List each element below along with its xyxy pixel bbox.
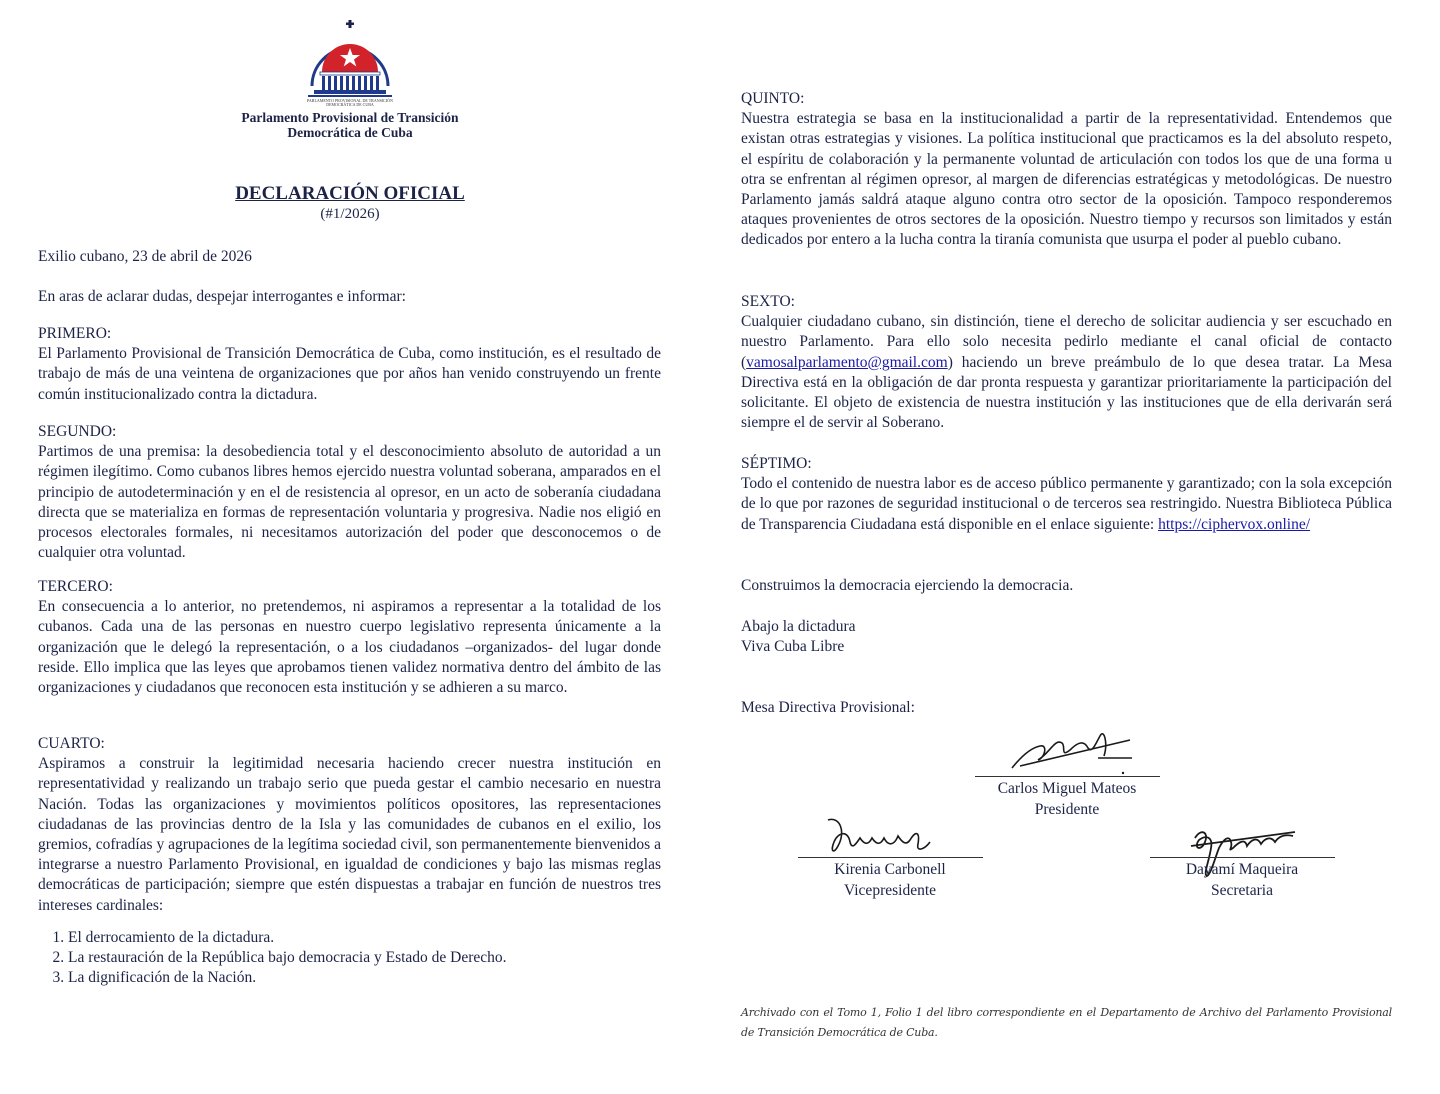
contact-email-link[interactable]: vamosalparlamento@gmail.com <box>746 353 948 371</box>
section-septimo <box>741 454 1392 535</box>
organization-name-line1: Parlamento Provisional de Transición <box>241 110 459 125</box>
section-text <box>741 312 1392 433</box>
organization-name <box>170 110 530 140</box>
list-item: 1. El derrocamiento de la dictadura. <box>68 928 691 948</box>
section-text: Nuestra estrategia se basa en la institucionalidad a partir de la representatividad. Entendemos que existan otras estrategias y visiones. La política institucional que practicamos es la del absoluto respeto, el espíritu de colaboración y la permanente voluntad de articulación con todos los que de una forma u otra se enfrentan al régimen opresor, al margen de diferencias estratégicas y metodológicas. De nuestro Parlamento jamás saldrá ataque alguno contra otro sector de la oposición. Tampoco responderemos ataques provenientes de otros sectores de la oposición. Nuestro tiempo y recursos son limitados y están dedicados por entero a la lucha contra la tiranía comunista que usurpa el poder al pueblo cubano. <box>741 110 1392 249</box>
signer-role: Presidente <box>1034 800 1100 818</box>
board-label: Mesa Directiva Provisional: <box>741 699 915 716</box>
section-text: Aspiramos a construir la legitimidad necesaria haciendo crecer nuestra institución en representatividad y realizando un trabajo serio que pueda gestar el cambio necesario en nuestra Nación. Todas las organizaciones y movimientos políticos opositores, las representaciones ciudadanas de las provincias dentro de la Isla y las comunidades de cubanos en el exilio, los gremios, cofradías y agrupaciones de la legítima sociedad civil, son permanentemente bienvenidos a integrarse a nuestro Parlamento Provisional, en igualdad de condiciones y bajo las mismas reglas democráticas de participación; siempre que estén dispuestas a trabajar en función de nuestros tres intereses cardinales: <box>38 755 661 914</box>
signature-president <box>1000 718 1140 778</box>
section-text-part: ) haciendo un breve preámbulo de lo que desea tratar. La Mesa Directiva está en la obligación de dar pronta respuesta y garantizar prioritariamente la participación del solicitante. El objeto de existencia de nuestra institución y las instituciones que de ella derivarán será siempre el de servir al Soberano. <box>741 353 1392 432</box>
section-heading: SÉPTIMO: <box>741 455 812 472</box>
archive-footnote: Archivado con el Tomo 1, Folio 1 del libro correspondiente en el Departamento de Archivo del Parlamento Provisional de Transición Democrática de Cuba. <box>741 1006 1392 1039</box>
signature-vicepresident <box>820 812 940 860</box>
section-quinto <box>741 89 1392 251</box>
date-line: Exilio cubano, 23 de abril de 2026 <box>38 248 252 265</box>
list-item: 2. La restauración de la República bajo democracia y Estado de Derecho. <box>68 948 691 968</box>
section-text <box>741 474 1392 535</box>
section-tercero <box>38 577 661 698</box>
section-heading: TERCERO: <box>38 578 113 595</box>
section-heading: QUINTO: <box>741 90 805 107</box>
declaration-title: DECLARACIÓN OFICIAL <box>235 183 465 204</box>
section-heading: PRIMERO: <box>38 325 112 342</box>
motto: Construimos la democracia ejerciendo la democracia. <box>741 577 1074 594</box>
signer-role: Secretaria <box>1211 881 1273 899</box>
signer-name: Carlos Miguel Mateos <box>997 780 1137 797</box>
signer-secretary <box>1142 860 1342 901</box>
section-heading: SEXTO: <box>741 293 795 310</box>
logo-caption: PARLAMENTO PROVISIONAL DE TRANSICIÓN DEMOCRÁTICA DE CUBA <box>307 98 393 107</box>
list-item: 3. La dignificación de la Nación. <box>68 968 691 988</box>
signature-line <box>798 857 983 858</box>
signer-vicepresident <box>790 860 990 901</box>
signer-name: Dayamí Maqueira <box>1185 861 1299 878</box>
signer-name: Kirenia Carbonell <box>834 861 946 878</box>
section-sexto <box>741 292 1392 433</box>
section-text: El Parlamento Provisional de Transición Democrática de Cuba, como institución, es el resultado de trabajo de más de una veintena de organizaciones que por años han venido construyendo un frente común institucionalizado contra la dictadura. <box>38 345 661 403</box>
section-segundo <box>38 422 661 563</box>
section-heading: SEGUNDO: <box>38 423 117 440</box>
intro-line: En aras de aclarar dudas, despejar interrogantes e informar: <box>38 288 406 305</box>
cardinal-interests-list <box>38 928 691 988</box>
signer-president <box>967 779 1167 820</box>
section-cuarto <box>38 734 661 916</box>
signer-role: Vicepresidente <box>843 881 937 899</box>
section-primero <box>38 324 661 405</box>
section-text-part: Cualquier ciudadano cubano, sin distinción, tiene el derecho de solicitar audiencia y ser escuchado en nuestro Parlamento. Para ello solo necesita pedirlo mediante el canal oficial de contacto ( <box>741 313 1392 371</box>
closing-line-1: Abajo la dictadura <box>741 618 856 635</box>
signature-line <box>975 776 1160 777</box>
declaration-number: (#1/2026) <box>320 206 380 222</box>
organization-name-line2: Democrática de Cuba <box>287 125 413 140</box>
section-text: Partimos de una premisa: la desobediencia total y el desconocimiento absoluto de autoridad a un régimen ilegítimo. Como cubanos libres hemos ejercido nuestra voluntad soberana, amparados en el principio de autodeterminación y en el de resistencia al opresor, en un acto de soberanía ciudadana directa que se materializa en formas de representación voluntaria y progresiva. Nadie nos eligió en procesos electorales formales, ni necesitamos autorización del poder que desconocemos o de cualquier otra voluntad. <box>38 443 661 562</box>
section-text-part: Todo el contenido de nuestra labor es de acceso público permanente y garantizado; con la sola excepción de lo que por razones de seguridad institucional o de terceros sea restringido. Nuestra Biblioteca Pública de Transparencia Ciudadana está disponible en el enlace siguiente: <box>741 475 1392 533</box>
closing-line-2: Viva Cuba Libre <box>741 638 845 655</box>
parliament-logo <box>300 20 400 106</box>
signature-line <box>1150 857 1335 858</box>
library-link[interactable]: https://ciphervox.online/ <box>1158 515 1311 533</box>
section-text: En consecuencia a lo anterior, no pretendemos, ni aspiramos a representar a la totalidad de los cubanos. Cada una de las personas en nuestro cuerpo legislativo representa únicamente a la organización que le delegó la representación, o a los ciudadanos –organizados- del lugar donde reside. Ello implica que las leyes que aprobamos tienen validez normativa dentro del ámbito de las organizaciones y ciudadanos que reconocen esta institución y se adhieren a su marco. <box>38 598 661 697</box>
section-heading: CUARTO: <box>38 735 105 752</box>
